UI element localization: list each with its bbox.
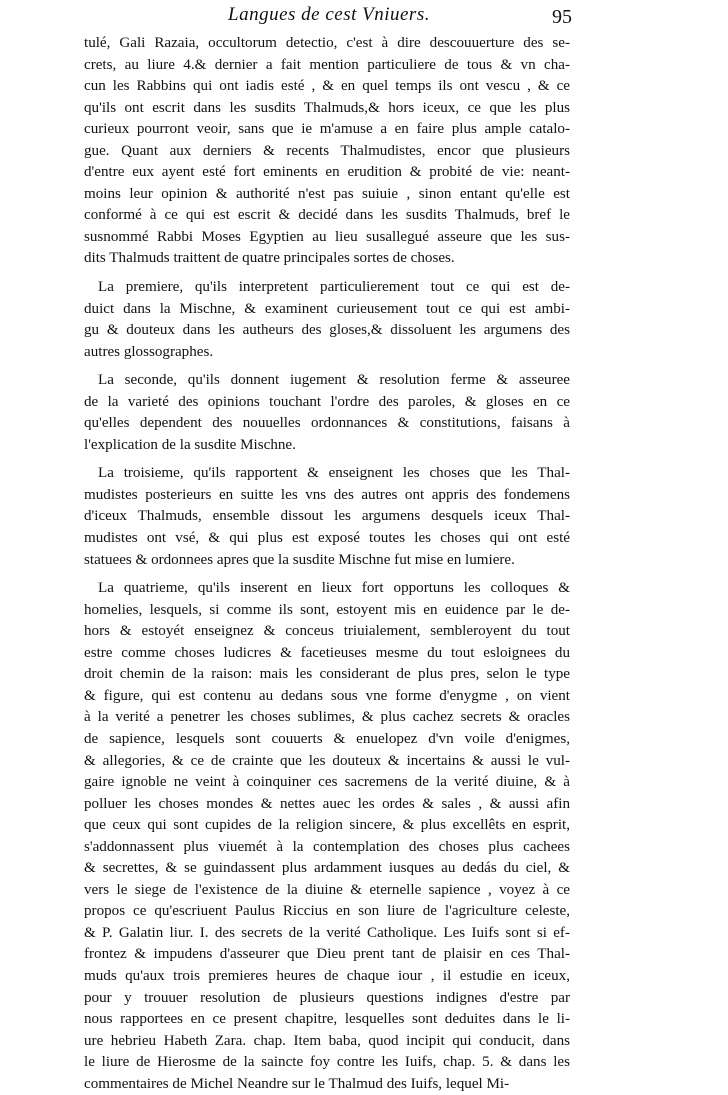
- text-line: gu & douteux dans les autheurs des gloses,& dissoluent les argumens des: [84, 322, 570, 339]
- text-line: curieux pourront veoir, sans que ie m'amuse a en faire plus ample catalo-: [84, 121, 570, 138]
- text-line: polluer les choses mondes & nettes auec les ordes & sales , & aussi afin: [84, 795, 570, 812]
- text-line: & P. Galatin liur. I. des secrets de la verité Catholique. Les Iuifs sont si ef-: [84, 924, 570, 941]
- text-line: de sapience, lesquels sont couuerts & enuelopez d'vn voile d'enigmes,: [84, 730, 570, 747]
- text-line: qu'elles dependent des nouuelles ordonnances & constitutions, faisans à: [84, 415, 570, 432]
- text-line: le liure de Hierosme de la saincte foy contre les Iuifs, chap. 5. & dans les: [84, 1054, 570, 1071]
- paragraph: [84, 33, 570, 270]
- running-title: Langues de cest Vniuers.: [228, 4, 430, 25]
- text-line: susnommé Rabbi Moses Egyptien au lieu susallegué asseure que les sus-: [84, 228, 570, 245]
- text-line: gue. Quant aux derniers & recents Thalmudistes, encor que plusieurs: [84, 142, 570, 159]
- paragraph-gap: [84, 456, 570, 463]
- text-line: cun les Rabbins qui ont iadis esté , & en quel temps ils ont vescu , & ce: [84, 78, 570, 95]
- text-line: mudistes posterieurs en suitte les vns des autres ont appris des fondemens: [84, 486, 570, 503]
- text-line: gaire ignoble ne veint à coinquiner ces sacremens de la verité diuine, & à: [84, 774, 570, 791]
- text-line: homelies, lesquels, si comme ils sont, estoyent mis en euidence par le de-: [84, 601, 570, 618]
- text-line: à la verité a penetrer les choses sublimes, & plus cachez secrets & oracles: [84, 709, 570, 726]
- text-line: pour y trouuer resolution de plusieurs questions indignes d'estre par: [84, 989, 570, 1006]
- page-number: 95: [552, 6, 572, 28]
- text-line: l'explication de la susdite Mischne.: [84, 436, 296, 453]
- paragraph: [84, 463, 570, 571]
- body-text: [84, 33, 570, 1095]
- text-line: d'iceux Thalmuds, ensemble dissout les argumens desquels iceux Thal-: [84, 508, 570, 525]
- text-line: conformé à ce qui est escrit & decidé dans les susdits Thalmuds, bref le: [84, 207, 570, 224]
- paragraph-gap: [84, 363, 570, 370]
- text-line: crets, au liure 4.& dernier a fait mention particuliere de tous & vn cha-: [84, 56, 570, 73]
- text-line: tulé, Gali Razaia, occultorum detectio, c'est à dire descouuerture des se-: [84, 35, 570, 51]
- paragraph: [84, 277, 570, 363]
- text-line: statuees & ordonnees apres que la susdite Mischne fut mise en lumiere.: [84, 551, 515, 568]
- text-line: qu'ils ont escrit dans les susdits Thalmuds,& hors iceux, ce que les plus: [84, 99, 570, 116]
- text-line: d'entre eux ayent esté fort eminents en erudition & probité de vie: neant-: [84, 164, 570, 181]
- paragraph-gap: [84, 571, 570, 578]
- text-line: La troisieme, qu'ils rapportent & enseignent les choses que les Thal-: [98, 465, 570, 482]
- text-line: s'addonnassent plus viuemét à la contemplation des choses plus cachees: [84, 838, 570, 855]
- text-line: que ceux qui sont cupides de la religion sincere, & plus excellêts en esprit,: [84, 817, 570, 834]
- text-line: duict dans la Mischne, & examinent curieusement tout ce qui est ambi-: [84, 300, 570, 317]
- text-line: commentaires de Michel Neandre sur le Thalmud des Iuifs, lequel Mi-: [84, 1075, 510, 1092]
- text-line: & secrettes, & se guindassent plus ardamment iusques au dedás du ciel, &: [84, 860, 570, 877]
- text-line: de la varieté des opinions touchant l'ordre des paroles, & gloses en ce: [84, 393, 570, 410]
- text-line: autres glossographes.: [84, 343, 214, 360]
- text-line: hors & estoyét enseignez & conceus triuialement, sembleroyent du tout: [84, 623, 570, 640]
- text-line: mudistes ont vsé, & qui plus est exposé toutes les choses qui ont esté: [84, 530, 570, 547]
- text-line: La seconde, qu'ils donnent iugement & resolution ferme & asseuree: [98, 372, 570, 389]
- text-line: dits Thalmuds traittent de quatre principales sortes de choses.: [84, 250, 455, 267]
- text-line: muds qu'aux trois premieres heures de chaque iour , il estudie en iceux,: [84, 967, 570, 984]
- text-line: La premiere, qu'ils interpretent particulierement tout ce qui est de-: [98, 279, 570, 296]
- text-line: estre comme choses ludicres & facetieuses mesme du tout esloignees du: [84, 644, 570, 661]
- text-line: frontez & impudens d'asseurer que Dieu prent tant de plaisir en ces Thal-: [84, 946, 570, 963]
- paragraph: [84, 370, 570, 456]
- text-line: vers le siege de l'existence de la diuine & eternelle sapience , voyez à ce: [84, 881, 570, 898]
- paragraph-gap: [84, 270, 570, 277]
- text-line: droit chemin de la raison: mais les considerant de plus pres, selon le type: [84, 666, 570, 683]
- text-line: & allegories, & ce de crainte que les douteux & incertains & aussi le vul-: [84, 752, 570, 769]
- text-line: propos ce qu'escriuent Paulus Riccius en son liure de l'agriculture celeste,: [84, 903, 570, 920]
- text-line: & figure, qui est contenu au dedans sous vne forme d'enygme , on vient: [84, 687, 570, 704]
- text-line: La quatrieme, qu'ils inserent en lieux fort opportuns les colloques &: [98, 580, 570, 597]
- text-line: nous rapportees en ce present chapitre, lesquelles sont deduites dans le li-: [84, 1011, 570, 1028]
- text-line: moins leur opinion & authorité n'est pas suiuie , sinon entant qu'elle est: [84, 185, 570, 202]
- paragraph: [84, 578, 570, 1095]
- text-line: ure hebrieu Habeth Zara. chap. Item baba, quod incipit qui conducit, dans: [84, 1032, 570, 1049]
